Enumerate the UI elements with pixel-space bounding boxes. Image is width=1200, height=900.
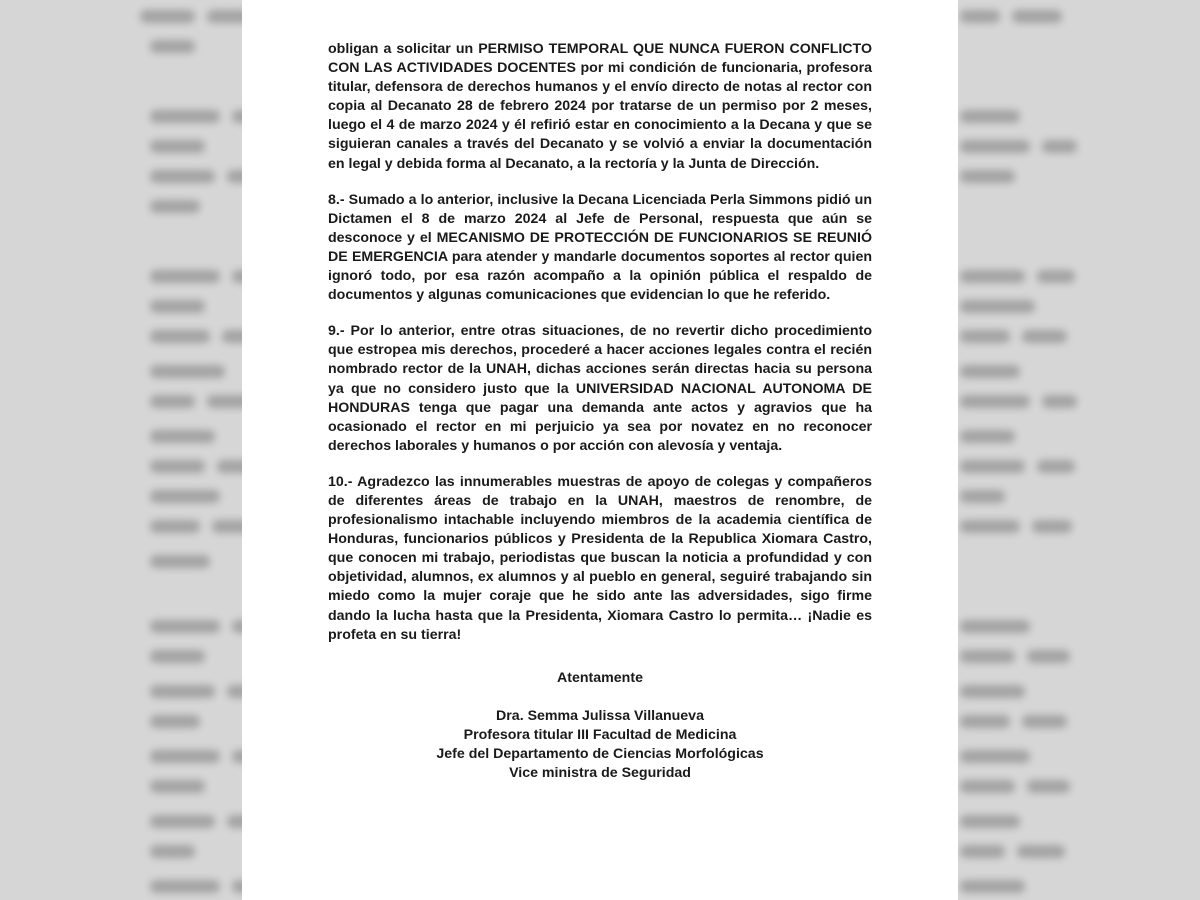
blurred-text-line (150, 490, 220, 503)
closing-salutation: Atentamente (557, 669, 643, 686)
blurred-text-line (1017, 845, 1065, 858)
blurred-text-line (150, 200, 200, 213)
blurred-text-line (150, 270, 220, 283)
signer-title-1: Profesora titular III Facultad de Medicina (463, 726, 737, 743)
blurred-text-line (960, 460, 1025, 473)
blurred-text-line (150, 170, 215, 183)
blurred-text-line (227, 815, 242, 828)
blurred-text-line (960, 780, 1015, 793)
blurred-text-line (1042, 140, 1077, 153)
blurred-text-line (1032, 520, 1072, 533)
blurred-text-line (217, 460, 242, 473)
blurred-text-line (150, 395, 195, 408)
signer-title-2: Jefe del Departamento de Ciencias Morfológicas (436, 746, 764, 762)
blurred-text-line (232, 620, 242, 633)
blurred-text-line (960, 815, 1020, 828)
blurred-text-line (150, 650, 205, 663)
blurred-text-line (232, 110, 242, 123)
blurred-text-line (960, 300, 1035, 313)
blurred-text-line (207, 395, 242, 408)
paragraph-8: 8.- Sumado a lo anterior, inclusive la Decana Licenciada Perla Simmons pidió un Dictamen el 8 de marzo 2024 al Jefe de Personal, respuesta que aún se desconoce y el MECANISMO DE PROTECCIÓN DE FUNCIONARIOS SE REUNIÓ DE EMERGENCIA para atender y mandarle documentos soportes al rector quien ignoró todo, por esa razón acompaño a la opinión pública el respaldo de documentos y algunas comunicaciones que evidencian lo que he referido. (328, 191, 872, 304)
blurred-text-line (960, 330, 1010, 343)
paragraph-7-continuation: obligan a solicitar un PERMISO TEMPORAL QUE NUNCA FUERON CONFLICTO CON LAS ACTIVIDADES DOCENTES por mi condición de funcionaria, profesora titular, defensora de derechos humanos y el envío directo de notas al rector con copia al Decanato 28 de febrero 2024 por tratarse de un permiso por 2 meses, luego el 4 de marzo 2024 y él refirió estar en conocimiento a la Decana y que se siguieran canales a través del Decanato y se volvió a enviar la documentación en legal y debida forma al Decanato, a la rectoría y la Junta de Dirección. (328, 41, 872, 172)
blurred-text-line (150, 555, 210, 568)
blurred-text-line (1027, 780, 1070, 793)
blurred-text-line (232, 270, 242, 283)
blurred-text-line (150, 520, 200, 533)
blurred-text-line (150, 815, 215, 828)
blurred-text-line (150, 715, 200, 728)
blurred-text-line (150, 110, 220, 123)
blurred-text-line (960, 880, 1025, 893)
blurred-text-line (232, 880, 242, 893)
blurred-text-line (150, 880, 220, 893)
blurred-text-line (150, 300, 205, 313)
blurred-text-line (960, 395, 1030, 408)
blurred-background-right (958, 0, 1200, 900)
signer-title-3: Vice ministra de Seguridad (509, 765, 691, 782)
blurred-text-line (960, 365, 1020, 378)
blurred-text-line (150, 685, 215, 698)
blurred-text-line (150, 845, 195, 858)
blurred-text-line (960, 170, 1015, 183)
blurred-text-line (150, 460, 205, 473)
blurred-text-line (150, 365, 225, 378)
blurred-text-line (960, 685, 1025, 698)
blurred-text-line (1037, 270, 1075, 283)
blurred-text-line (960, 490, 1005, 503)
blurred-text-line (150, 140, 205, 153)
blurred-text-line (960, 650, 1015, 663)
blurred-text-line (1022, 330, 1067, 343)
blurred-text-line (140, 10, 195, 23)
blurred-text-line (960, 620, 1030, 633)
blurred-text-line (150, 620, 220, 633)
blurred-text-line (960, 845, 1005, 858)
paragraph-9: 9.- Por lo anterior, entre otras situaciones, de no revertir dicho procedimiento que estropea mis derechos, procederé a hacer acciones legales contra el recién nombrado rector de la UNAH, dichas acciones serán directas hacia su persona ya que no considero justo que la UNIVERSIDAD NACIONAL AUTONOMA DE HONDURAS tenga que pagar una demanda ante actos y agravios que ha ocasionado el rector en mi perjuicio ya sea por novatez en no reconocer derechos laborales y humanos o por acción con alevosía y ventaja. (328, 323, 872, 454)
blurred-text-line (1022, 715, 1067, 728)
blurred-text-line (960, 715, 1010, 728)
blurred-text-line (232, 750, 242, 763)
paragraph-10: 10.- Agradezco las innumerables muestras de apoyo de colegas y compañeros de diferentes áreas de trabajo en la UNAH, maestros de renombre, de profesionalismo intachable incluyendo miembros de la academia científica de Honduras, funcionarios públicos y Presidenta de la Republica Xiomara Castro, que conocen mi trabajo, periodistas que buscan la noticia a profundidad y con objetividad, alumnos, ex alumnos y al pueblo en general, seguiré trabajando sin miedo como la mujer coraje que he sido ante las adversidades, sigo firme dando la lucha hasta que la Presidenta, Xiomara Castro lo permita… ¡Nadie es profeta en su tierra! (328, 473, 872, 643)
blurred-text-line (960, 270, 1025, 283)
signer-name: Dra. Semma Julissa Villanueva (496, 707, 704, 724)
blurred-text-line (960, 140, 1030, 153)
blurred-text-line (222, 330, 242, 343)
blurred-text-line (1012, 10, 1062, 23)
blurred-text-line (212, 520, 242, 533)
blurred-text-line (960, 430, 1015, 443)
blurred-text-line (960, 110, 1020, 123)
blurred-text-line (960, 750, 1030, 763)
blurred-text-line (227, 170, 242, 183)
blurred-text-line (1042, 395, 1077, 408)
blurred-text-line (1027, 650, 1070, 663)
signature-block (328, 669, 872, 783)
blurred-text-line (150, 330, 210, 343)
blurred-text-line (207, 10, 242, 23)
blurred-text-line (960, 520, 1020, 533)
blurred-text-line (150, 780, 205, 793)
blurred-text-line (150, 750, 220, 763)
blurred-text-line (150, 40, 195, 53)
blurred-text-line (1037, 460, 1075, 473)
blurred-text-line (960, 10, 1000, 23)
blurred-text-line (150, 430, 215, 443)
blurred-background-left (0, 0, 242, 900)
document-page (242, 0, 958, 900)
document-body (328, 40, 872, 783)
blurred-text-line (227, 685, 242, 698)
